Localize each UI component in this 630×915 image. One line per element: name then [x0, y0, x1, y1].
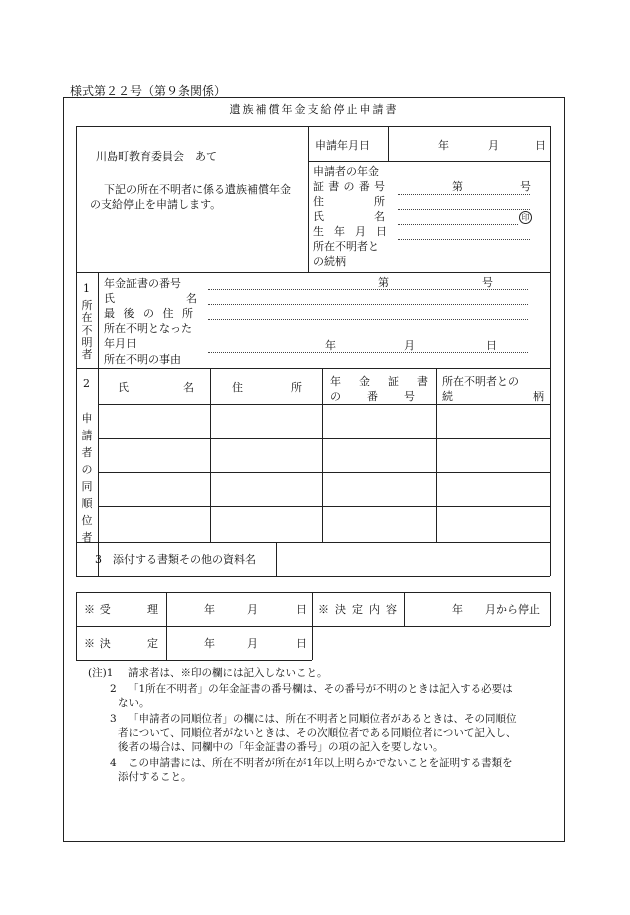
note-3-line-2: 者について、同順位者がないときは、その次順位者である同順位者について記入し、: [118, 727, 517, 739]
application-date-day[interactable]: 日: [535, 139, 546, 152]
col-header-cert-1: 年金証書: [330, 375, 446, 388]
missing-date-month: 月: [404, 339, 415, 352]
successor-row-3[interactable]: [99, 473, 549, 505]
applicant-name-field[interactable]: [398, 224, 518, 225]
col-header-name: 氏 名: [118, 381, 194, 394]
successor-row-4[interactable]: [99, 507, 549, 541]
missing-section-number: 1: [83, 282, 90, 295]
attachments-label: 3 添付する書類その他の資料名: [95, 553, 256, 566]
col-header-cert-2: の番号: [330, 390, 441, 403]
missing-name-field[interactable]: [208, 304, 528, 305]
col-header-address: 住 所: [232, 381, 302, 394]
applicant-relation-label-1: 所在不明者と: [313, 240, 379, 253]
missing-cert-dai: 第: [378, 276, 389, 289]
receipt-month: 月: [247, 603, 258, 616]
successors-section-number: 2: [83, 377, 90, 390]
attachments-field[interactable]: [277, 543, 549, 575]
note-3-line-3: 後者の場合は、同欄中の「年金証書の番号」の項の記入を要しない。: [118, 741, 444, 753]
applicant-relation-label-2: の続柄: [313, 255, 346, 268]
successor-row-2[interactable]: [99, 439, 549, 471]
note-4-number: 4: [110, 757, 117, 769]
note-2-line-1: 「1所在不明者」の年金証書の番号欄は、その番号が不明のときは記入する必要は: [128, 683, 513, 695]
missing-date-label-1: 所在不明となった: [104, 322, 192, 335]
stop-from-text: 年 月から停止: [452, 603, 540, 616]
applicant-cert-label-2: 証書の番号: [313, 180, 385, 193]
decision-label: ※決 定: [84, 637, 158, 650]
note-3-line-1: 「申請者の同順位者」の欄には、所在不明者と同順位者があるときは、その同順位: [128, 713, 517, 725]
missing-cert-field[interactable]: [208, 289, 528, 290]
note-4-line-1: この申請書には、所在不明者が所在が1年以上明らかでないことを証明する書類を: [128, 757, 513, 769]
missing-date-year: 年: [325, 339, 336, 352]
applicant-cert-go: 号: [520, 180, 531, 193]
receipt-label: ※受 理: [84, 603, 158, 616]
applicant-birth-field[interactable]: [398, 239, 530, 240]
col-header-relation-1: 所在不明者との: [442, 375, 519, 388]
note-3-number: 3: [110, 713, 117, 725]
applicant-cert-dai: 第: [452, 180, 463, 193]
applicant-address-field[interactable]: [398, 209, 530, 210]
request-line-2: の支給停止を申請します。: [90, 198, 222, 211]
missing-cert-label: 年金証書の番号: [104, 277, 181, 290]
form-title: 遺族補償年金支給停止申請書: [229, 103, 399, 116]
missing-cert-go: 号: [482, 276, 493, 289]
decision-month: 月: [247, 637, 258, 650]
missing-reason-label: 所在不明の事由: [104, 353, 181, 366]
missing-date-field[interactable]: [208, 352, 528, 353]
applicant-cert-field[interactable]: [398, 194, 530, 195]
note-2-line-2: ない。: [118, 697, 150, 709]
applicant-cert-label-1: 申請者の年金: [313, 165, 379, 178]
applicant-name-label: 氏 名: [313, 210, 385, 223]
missing-date-day: 日: [486, 339, 497, 352]
addressee: 川島町教育委員会 あて: [96, 150, 217, 163]
missing-date-label-2: 年月日: [104, 337, 137, 350]
col-header-relation-2: 続柄: [442, 390, 544, 403]
note-1-line-1: 請求者は、※印の欄には記入しないこと。: [128, 667, 328, 679]
note-1-number: (注)1: [88, 667, 114, 679]
application-date-year[interactable]: 年: [438, 139, 449, 152]
application-date-label: 申請年月日: [315, 139, 370, 152]
seal-mark: 印: [519, 211, 532, 224]
receipt-year: 年: [204, 603, 215, 616]
application-date-month[interactable]: 月: [488, 139, 499, 152]
successor-row-1[interactable]: [99, 405, 549, 437]
applicant-birth-label: 生年月日: [313, 225, 397, 238]
note-4-line-2: 添付すること。: [118, 771, 192, 783]
decision-year: 年: [204, 637, 215, 650]
missing-last-address-label: 最後の住所: [104, 307, 197, 320]
decision-content-label: ※決定内容: [318, 603, 398, 616]
missing-name-label: 氏 名: [104, 292, 197, 305]
applicant-address-label: 住 所: [313, 195, 385, 208]
decision-day: 日: [296, 637, 307, 650]
receipt-day: 日: [296, 603, 307, 616]
form-number: 様式第２２号（第９条関係）: [70, 84, 227, 98]
request-line-1: 下記の所在不明者に係る遺族補償年金: [104, 183, 291, 196]
missing-section-label: 所在不明者: [81, 299, 93, 362]
missing-last-address-field[interactable]: [208, 319, 528, 320]
note-2-number: 2: [110, 683, 117, 695]
successors-section-label: 申請者の同順位者: [81, 412, 93, 544]
